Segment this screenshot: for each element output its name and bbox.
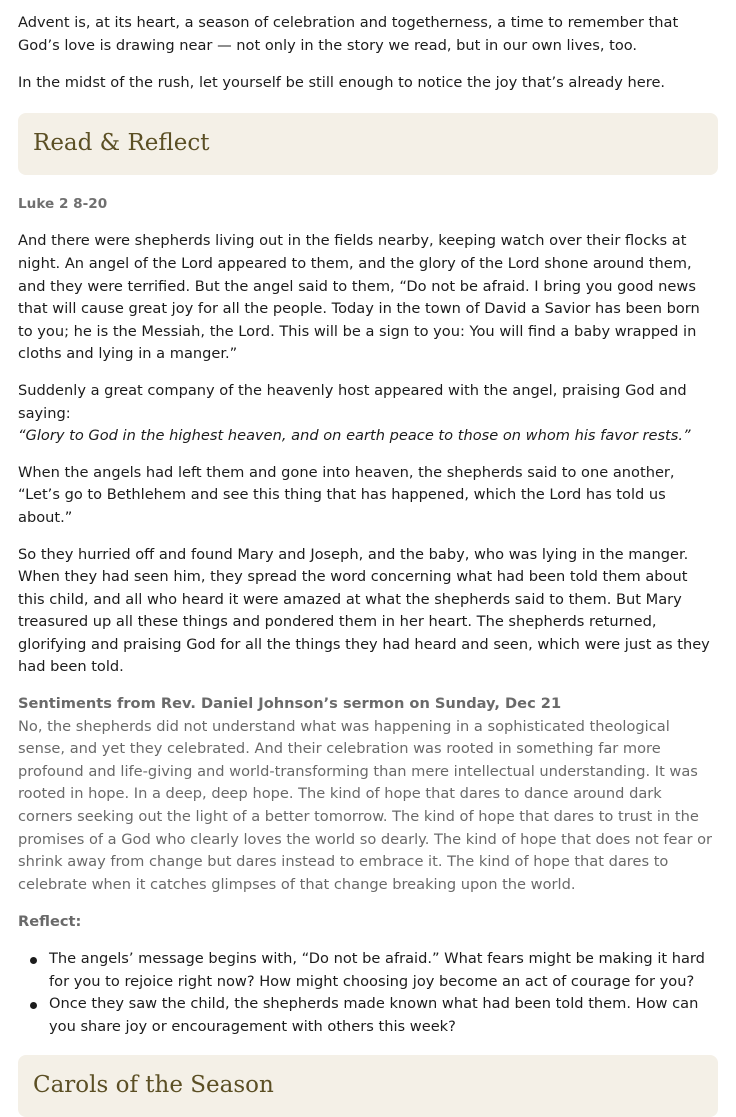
read-reflect-header (18, 113, 718, 175)
scripture-paragraph: So they hurried off and found Mary and Joseph, and the baby, who was lying in the manger. When they had seen him, they spread the word concerning what had been told them about this child, and all who heard it were amazed at what the shepherds said to them. But Mary treasured up all these things and pondered them in her heart. The shepherds returned, glorifying and praising God for all the things they had heard and seen, which were just as they had been told. (18, 545, 710, 676)
scripture-passage (18, 230, 718, 679)
section-title: Read & Reflect (33, 129, 210, 156)
question-text: Once they saw the child, the shepherds made known what had been told them. How can you share joy or encouragement with others this week? (49, 995, 699, 1035)
list-item (49, 993, 718, 1038)
sermon-excerpt (18, 693, 718, 896)
scripture-paragraph: And there were shepherds living out in the fields nearby, keeping watch over their flocks at night. An angel of the Lord appeared to them, and the glory of the Lord shone around them, and they were terrified. But the angel said to them, “Do not be afraid. I bring you good news that will cause great joy for all the people. Today in the town of David a Savior has been born to you; he is the Messiah, the Lord. This will be a sign to you: You will find a baby wrapped in cloths and lying in a manger.” (18, 232, 700, 363)
reflection-questions (18, 948, 718, 1038)
bullet-icon (30, 1002, 37, 1009)
reflect-heading: Reflect: (18, 913, 82, 931)
scripture-paragraph: When the angels had left them and gone into heaven, the shepherds said to one another, “Let’s go to Bethlehem and see this thing that has happened, which the Lord has told us about.” (18, 463, 675, 526)
scripture-text: Suddenly a great company of the heavenly host appeared with the angel, praising God and saying: (18, 381, 687, 422)
intro-paragraph: In the midst of the rush, let yourself be still enough to notice the joy that’s already here. (18, 74, 666, 92)
scripture-quote: “Glory to God in the highest heaven, and on earth peace to those on whom his favor rests.” (18, 427, 691, 445)
sermon-heading: Sentiments from Rev. Daniel Johnson’s sermon on Sunday, Dec 21 (18, 695, 562, 713)
question-text: The angels’ message begins with, “Do not be afraid.” What fears might be making it hard for you to rejoice right now? How might choosing joy become an act of courage for you? (49, 950, 705, 990)
bullet-icon (30, 957, 37, 964)
scripture-paragraph (18, 380, 718, 448)
carols-header (18, 1055, 718, 1117)
section-title: Carols of the Season (33, 1072, 274, 1099)
intro-paragraph: Advent is, at its heart, a season of celebration and togetherness, a time to remember that God’s love is drawing near — not only in the story we read, but in our own lives, too. (18, 14, 679, 54)
scripture-reference: Luke 2 8-20 (18, 195, 108, 212)
list-item (49, 948, 718, 993)
sermon-text: No, the shepherds did not understand what was happening in a sophisticated theological sense, and yet they celebrated. And their celebration was rooted in something far more profound and life-giving and world-transforming than mere intellectual understanding. It was rooted in hope. In a deep, deep hope. The kind of hope that dares to dance around dark corners seeking out the light of a better tomorrow. The kind of hope that dares to trust in the promises of a God who clearly loves the world so dearly. The kind of hope that does not fear or shrink away from change but dares instead to embrace it. The kind of hope that dares to celebrate when it catches glimpses of that change breaking upon the world. (18, 717, 713, 893)
